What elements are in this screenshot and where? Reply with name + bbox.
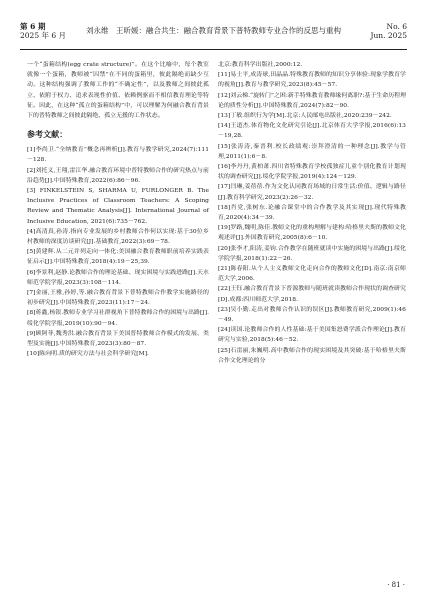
header-issue: 第 6 期	[20, 22, 46, 31]
reference-item: [1]李尚卫.“全纳教育”概念再辨析[J].教育与教学研究,2024(7):111－128.	[27, 147, 209, 164]
header-date: 2025 年 6 月	[20, 31, 67, 40]
page-number: · 81 ·	[387, 581, 405, 589]
reference-item: 北京:教育科学出版社,2000:12.	[218, 62, 303, 68]
references-list-left	[27, 145, 209, 359]
reference-item: [25]石雷丽,朱巍明.高中教师合作的现实困境及其突破:基于哈格里夫斯合作文化理论的分	[218, 347, 406, 364]
reference-item: [7]金丽,王雅,孙婷,等.融合教育背景下普特教师合作教学实施路径的初步研究[J].中国特殊教育,2023(11):17－24.	[27, 290, 209, 307]
reference-item: [6]李景利,赵静.论教师合作的理论基础、现实困境与实践进路[J].天水师范学院学报,2023(3):108－114.	[27, 269, 209, 286]
reference-item: [22]王钰.融合教育背景下普源教师与随班就读教师合作现状的调查研究[D].成都:四川师范大学,2018.	[218, 286, 406, 303]
reference-item: [23]吴小勤.走出对教师合作认识的误区[J].教师教育研究,2009(1):46－49.	[218, 306, 406, 324]
reference-item: [5]黄建辉.从二元并列走向一体化:美国融合教育教师职前培养实践表征启示[J].中国特殊教育,2018(4):19－25,39.	[27, 249, 209, 266]
reference-item: [4]高清真,孙涛.指向专业发展的乡村教师合作何以实现:基于30位乡村教师的深度访谈研究[J].基础教育,2022(3):69－78.	[27, 228, 209, 246]
reference-item: [21]陈春阳.从个人主义教师文化走向合作的教师文化[D].南京:南京师范大学,2006.	[218, 266, 406, 283]
reference-item: [9]顾阿菲,魏秀洪.融合教育背景下美国普特教师合作模式的发展、类型及实施[J].中国特殊教育,2023(3):80－87.	[27, 330, 209, 348]
reference-item: [13]丁敏.组织行为学[M].北京:人民邮电出版社,2020:239－242.	[218, 113, 392, 120]
body-paragraph: 一个“蛋箱结构(egg crate structure)”。在这个比喻中，每个教室就像一个蛋箱，教师被“囚禁”在不同的蛋箱里，彼此隔绝而缺少互动。这种结构强调了教师工作的“不确定性”，以及教师之间彼此孤立、依附于权力、追求表现性价值、依赖例驱而不相信教育理论等特征。因此，在这种“孤立的蛋箱结构”中，可以理解为何融合教育背景下的普特教师之间彼此隔绝、孤立无援的工作状态。	[27, 62, 209, 120]
right-column	[218, 60, 406, 366]
header-rule	[20, 49, 407, 50]
reference-item: [8]蒋鑫,杨银.教师专业学习社群视角下普特教师合作的困境与出路[J].绥化学院学报,2019(10):90－94.	[27, 310, 209, 327]
reference-item: [3] FINKELSTEIN S, SHARMA U, FURLONGER B. The Inclusive Practices of Classroom Teachers: A Scoping Review and Thematic Analysis[J]. International Journal of Inclusive Education, 2021(6):735－762.	[27, 188, 209, 225]
reference-item: [20]张李才,阳涛,姜钧.合作教学在随班就读中实施的困境与出路[J].绥化学院学报,2018(1):22－26.	[218, 245, 406, 262]
reference-item: [12]刘云梯.“旋转门”之困:新手特殊教育教师缘何离职?:基于生命历程理论的质性分析[J].中国特殊教育,2024(7):82－90.	[218, 92, 407, 109]
running-header	[20, 22, 407, 44]
header-title: 刘永维 王昕媛：融合共生：融合教育背景下普特教师专业合作的反思与重构	[86, 26, 341, 35]
header-date-en: Jun. 2025	[370, 31, 407, 40]
reference-item: [24]读国.论教师合作的人性基础:基于美国集怒费学派合作理论[J].教育研究与实验,2018(5):46－52.	[218, 327, 406, 344]
reference-item: [17]闫琳,姜蓓蓓.作为文化认同教育场域的日常生活:价值、逻辑与路径[J].教育科学研究,2023(2):26－32.	[218, 184, 406, 201]
reference-item: [2]刘托义,王翔,雷江华.融合教育环境中普特教师合作的研究热点与前沿趋势[J].中国特殊教育,2022(6):86－96.	[27, 167, 209, 184]
reference-item: [10]陈向明.质的研究方法与社会科学研究[M].	[27, 351, 149, 358]
references-title: 参考文献：	[27, 130, 68, 140]
reference-item: [15]张涛涛,秦晋利.校长政绩观:崇拜澄清的一种理念[J].教学与管理,2011(1):6－8.	[218, 143, 406, 160]
reference-item: [14]王道杰.体育物化文化研究引论[J].北京体育大学学报,2016(6):13－19,28.	[218, 123, 406, 140]
reference-item: [19]罗路,魏明,陈佳.教师文化的重构理解与建构:哈格里夫斯的教师文化观述评[J].外国教育研究,2005(8):6－10.	[218, 225, 406, 242]
reference-item: [16]李丹丹,黄柏萧.四川省特殊教育学校孤独症儿童个别化教育计划现状的调查研究[J].绥化学院学报,2019(4):124－129.	[218, 164, 406, 181]
reference-item: [11]易士平,成涛球,田晶晶.特殊教育教师的知识分享体验:现象学教育学的视角[J].教育与教学研究,2023(8):45－57.	[218, 72, 406, 89]
header-issue-en-block	[370, 22, 407, 40]
references-list-right	[218, 60, 406, 366]
header-issue-en: No. 6	[386, 22, 407, 31]
left-column	[27, 60, 209, 359]
reference-item: [18]肖党,张树东.论融合课堂中的合作教学及其实现[J].现代特殊教育,2020(4):34－39.	[218, 204, 406, 222]
